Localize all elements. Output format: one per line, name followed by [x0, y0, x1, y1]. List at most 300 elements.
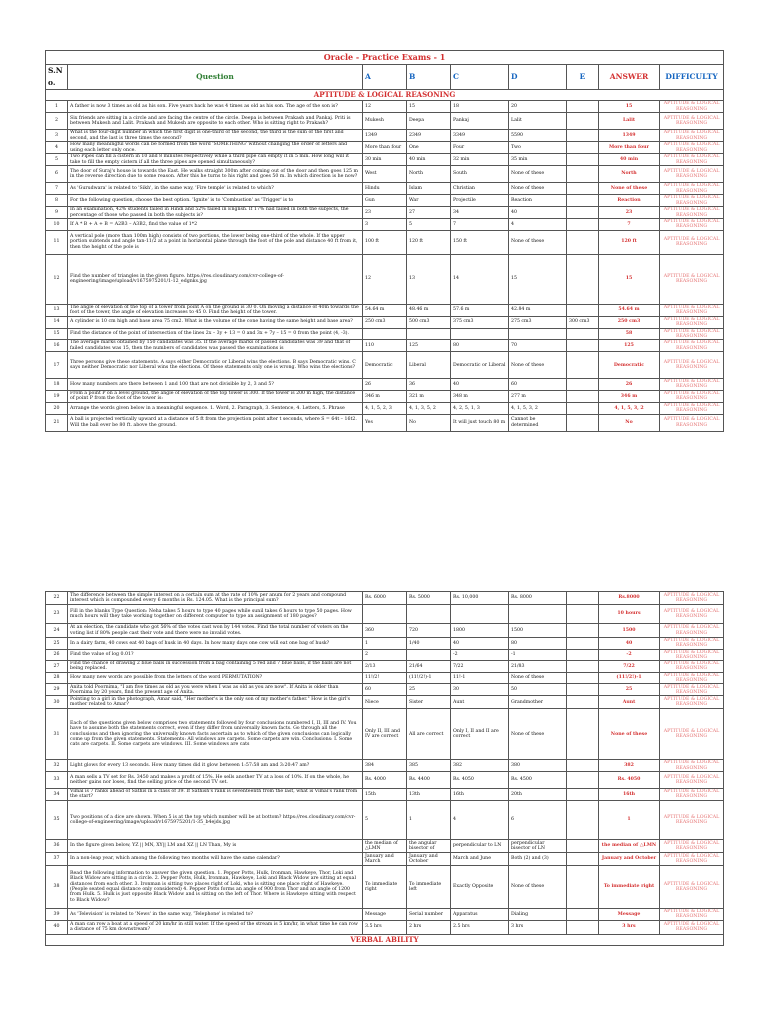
option-c: Christian [451, 183, 509, 195]
option-a: 23 [363, 207, 407, 219]
option-b: 48.46 m [407, 304, 451, 316]
option-a: 346 m [363, 390, 407, 402]
question-number: 12 [46, 254, 68, 304]
question-text: If A * B + A + B = A2B3 – A3B2, find the value of 1*2 [68, 219, 363, 231]
option-b: 385 [407, 760, 451, 772]
question-text: Vimal is 7 ranks ahead of Sathis in a class of 39. If Sathish's rank is seventeenth from the last, what is Vimal's rank from the start? [68, 788, 363, 800]
answer-cell: 125 [599, 340, 660, 352]
option-d: Cannot be determined [509, 414, 567, 431]
option-a: the median of △LMN [363, 839, 407, 852]
option-e [567, 142, 599, 154]
answer-cell: 26 [599, 379, 660, 391]
section-row-aptitude [46, 90, 724, 101]
question-table-2 [45, 591, 724, 946]
table-row [46, 230, 724, 254]
option-d: 50 [509, 684, 567, 696]
option-e [567, 195, 599, 207]
option-c [451, 605, 509, 624]
option-a: 3.5 hrs [363, 920, 407, 934]
option-b: Rs. 5000 [407, 592, 451, 605]
option-d: perpendicular bisector of LN [509, 839, 567, 852]
difficulty-cell: APTITUDE & LOGICAL REASONING [660, 230, 724, 254]
option-c: 32 min [451, 154, 509, 166]
option-b [407, 649, 451, 661]
option-a: Only II, III and IV are correct [363, 709, 407, 760]
option-d: None of these [509, 865, 567, 908]
option-a: 2/13 [363, 661, 407, 673]
option-c: South [451, 166, 509, 183]
question-text: Six friends are sitting in a circle and are facing the centre of the circle. Deepa is between Prakash and Pankaj. Priti is between Mukesh and Lalit. Prakash and Mukesh are opposite to each other. Who is sitting right to Prakash? [68, 113, 363, 130]
option-d: 4, 1, 5, 3, 2 [509, 402, 567, 414]
section-title-aptitude: APTITUDE & LOGICAL REASONING [46, 90, 724, 101]
option-c: March and June [451, 852, 509, 865]
answer-cell: 7 [599, 219, 660, 231]
answer-cell: None of these [599, 183, 660, 195]
difficulty-cell: APTITUDE & LOGICAL REASONING [660, 316, 724, 328]
question-number: 26 [46, 649, 68, 661]
question-text: Find the number of triangles in the given figure. https://res.cloudinary.com/cvr-college-of-engineering/image/upload/v1675975201/1-12_edgnks.jpg [68, 254, 363, 304]
option-c: 16th [451, 788, 509, 800]
question-number: 24 [46, 624, 68, 638]
question-number: 35 [46, 800, 68, 839]
difficulty-cell: APTITUDE & LOGICAL REASONING [660, 771, 724, 788]
question-text: Light glows for every 13 seconds. How many times did it glow between 1:57:58 am and 3:20:47 am? [68, 760, 363, 772]
option-d: Lalit [509, 113, 567, 130]
question-text: In an examination, 42% students failed in Hindi and 52% failed in English. If 17% had failed in both the subjects, the percentage of those who passed in both the subjects is? [68, 207, 363, 219]
option-b: the angular bisector of [407, 839, 451, 852]
answer-cell: 7/22 [599, 661, 660, 673]
option-e [567, 865, 599, 908]
option-a: To immediate right [363, 865, 407, 908]
table-row [46, 130, 724, 142]
difficulty-cell: APTITUDE & LOGICAL REASONING [660, 142, 724, 154]
question-number: 30 [46, 696, 68, 709]
question-text: Arrange the words given below in a meaningful sequence. 1. Word, 2. Paragraph, 3. Sentence, 4. Letters, 5. Phrase [68, 402, 363, 414]
option-a: 110 [363, 340, 407, 352]
option-e [567, 328, 599, 340]
option-b: North [407, 166, 451, 183]
option-a: 1349 [363, 130, 407, 142]
option-e [567, 800, 599, 839]
option-b: 2349 [407, 130, 451, 142]
difficulty-cell: APTITUDE & LOGICAL REASONING [660, 352, 724, 379]
option-d: None of these [509, 709, 567, 760]
option-e [567, 352, 599, 379]
option-d: 275 cm3 [509, 316, 567, 328]
table-row [46, 379, 724, 391]
answer-cell: To immediate right [599, 865, 660, 908]
option-d: None of these [509, 672, 567, 684]
option-a: Hindu [363, 183, 407, 195]
option-d: 277 m [509, 390, 567, 402]
question-text: As 'Gurudwara' is related to 'Sikh', in the same way, 'Fire temple' is related to which? [68, 183, 363, 195]
question-number: 11 [46, 230, 68, 254]
header-a: A [363, 65, 407, 90]
table-row [46, 166, 724, 183]
option-b: All are correct [407, 709, 451, 760]
option-a: 4, 1, 5, 2, 3 [363, 402, 407, 414]
answer-cell: (11!/2!)-1 [599, 672, 660, 684]
option-a: 5 [363, 800, 407, 839]
option-e [567, 661, 599, 673]
option-e [567, 340, 599, 352]
option-d: None of these [509, 183, 567, 195]
question-number: 1 [46, 101, 68, 113]
option-b: 720 [407, 624, 451, 638]
table-row [46, 920, 724, 934]
option-c: It will just touch 80 m [451, 414, 509, 431]
question-number: 22 [46, 592, 68, 605]
option-a: Gun [363, 195, 407, 207]
question-text: Find the value of log 0.01? [68, 649, 363, 661]
question-number: 5 [46, 154, 68, 166]
question-text: What is the four-digit number in which the first digit is one-third of the second, the third is the sum of the first and second, and the last is three times the second? [68, 130, 363, 142]
option-e [567, 672, 599, 684]
option-d: 3 hrs [509, 920, 567, 934]
answer-cell: Reaction [599, 195, 660, 207]
table-row [46, 852, 724, 865]
table-row [46, 352, 724, 379]
option-e [567, 684, 599, 696]
answer-cell: 16th [599, 788, 660, 800]
section-row-verbal [46, 934, 724, 945]
table-row [46, 605, 724, 624]
question-number: 15 [46, 328, 68, 340]
option-b: 1 [407, 800, 451, 839]
question-number: 4 [46, 142, 68, 154]
option-c: 11!-1 [451, 672, 509, 684]
table-row [46, 661, 724, 673]
option-b: Islam [407, 183, 451, 195]
header-c: C [451, 65, 509, 90]
option-a: 384 [363, 760, 407, 772]
option-d: 21/83 [509, 661, 567, 673]
question-text: A cylinder is 10 cm high and base area 75 cm2. What is the volume of the cone having the same height and base area? [68, 316, 363, 328]
option-a: January and March [363, 852, 407, 865]
option-a: 11!/2! [363, 672, 407, 684]
answer-cell: 3 hrs [599, 920, 660, 934]
answer-cell: Aunt [599, 696, 660, 709]
table-row [46, 638, 724, 650]
answer-cell: 15 [599, 101, 660, 113]
difficulty-cell: APTITUDE & LOGICAL REASONING [660, 624, 724, 638]
option-b: Rs. 4400 [407, 771, 451, 788]
table-row [46, 672, 724, 684]
header-b: B [407, 65, 451, 90]
question-number: 33 [46, 771, 68, 788]
header-difficulty: DIFFICULTY [660, 65, 724, 90]
option-d: 4 [509, 219, 567, 231]
option-a: 250 cm3 [363, 316, 407, 328]
difficulty-cell: APTITUDE & LOGICAL REASONING [660, 672, 724, 684]
question-text: The angle of elevation of the top of a tower from point A on the ground is 30 0. On moving a distance of 40m towards the foot of the tower, the angle of elevation increases to 45 0. Find the height of the tower. [68, 304, 363, 316]
header-e: E [567, 65, 599, 90]
option-e [567, 101, 599, 113]
option-a: 30 min [363, 154, 407, 166]
difficulty-cell: APTITUDE & LOGICAL REASONING [660, 130, 724, 142]
option-d: Both (2) and (3) [509, 852, 567, 865]
option-e [567, 605, 599, 624]
option-d: Rs. 8000 [509, 592, 567, 605]
option-d: Rs. 4500 [509, 771, 567, 788]
table-row [46, 649, 724, 661]
option-c: 18 [451, 101, 509, 113]
question-number: 18 [46, 379, 68, 391]
answer-cell: 250 cm3 [599, 316, 660, 328]
question-number: 34 [46, 788, 68, 800]
option-e [567, 852, 599, 865]
header-d: D [509, 65, 567, 90]
option-e [567, 219, 599, 231]
difficulty-cell: APTITUDE & LOGICAL REASONING [660, 709, 724, 760]
question-number: 20 [46, 402, 68, 414]
table-row [46, 183, 724, 195]
option-a: 12 [363, 254, 407, 304]
option-a: Message [363, 908, 407, 920]
question-number: 21 [46, 414, 68, 431]
option-a: 2 [363, 649, 407, 661]
option-c: perpendicular to LN [451, 839, 509, 852]
question-text: The difference between the simple interest on a certain sum at the rate of 10% per anum for 2 years and compound interest which is compounded every 6 months is Rs. 124.05. What is the principal sum? [68, 592, 363, 605]
question-number: 23 [46, 605, 68, 624]
difficulty-cell: APTITUDE & LOGICAL REASONING [660, 592, 724, 605]
option-c: 382 [451, 760, 509, 772]
question-text: A man sells a TV set for Rs. 3450 and makes a profit of 15%. He sells another TV at a loss of 10%. If on the whole, he neither gains nor loses, find the selling price of the second TV set. [68, 771, 363, 788]
option-a: 15th [363, 788, 407, 800]
question-text: Anita told Poornima, "I am five times as old as you were when I was as old as you are now". If Anita is older than Poornima by 20 years, find the present age of Anita. [68, 684, 363, 696]
option-a: 1 [363, 638, 407, 650]
question-number: 3 [46, 130, 68, 142]
difficulty-cell: APTITUDE & LOGICAL REASONING [660, 760, 724, 772]
question-number: 13 [46, 304, 68, 316]
answer-cell: No [599, 414, 660, 431]
answer-cell: Rs. 4050 [599, 771, 660, 788]
question-text: A father is now 3 times as old as his son. Five years back he was 4 times as old as his son. The age of the son is? [68, 101, 363, 113]
option-c [451, 328, 509, 340]
option-c: Four [451, 142, 509, 154]
header-row [46, 65, 724, 90]
option-c: Pankaj [451, 113, 509, 130]
option-b: Deepa [407, 113, 451, 130]
option-c: Rs. 4050 [451, 771, 509, 788]
difficulty-cell: APTITUDE & LOGICAL REASONING [660, 328, 724, 340]
answer-cell: None of these [599, 709, 660, 760]
option-e [567, 592, 599, 605]
option-d: 42.84 m [509, 304, 567, 316]
table-row [46, 696, 724, 709]
table-row [46, 207, 724, 219]
option-a: 12 [363, 101, 407, 113]
difficulty-cell: APTITUDE & LOGICAL REASONING [660, 839, 724, 852]
option-a: West [363, 166, 407, 183]
question-text: From a point P on a level ground, the angle of elevation of the top tower is 300. If the tower is 200 m high, the distance of point P from the foot of the tower is: [68, 390, 363, 402]
question-number: 8 [46, 195, 68, 207]
option-b: 4, 1, 3, 5, 2 [407, 402, 451, 414]
table-row [46, 771, 724, 788]
option-e [567, 760, 599, 772]
question-text: A vertical pole (more than 100m high) consists of two portions, the lower being one-third of the whole. If the upper portion subtends and angle tan-11/2 at a point in horizontal plane through the foot of the pole and distance 40 ft from it, then the height of the pole is [68, 230, 363, 254]
difficulty-cell: APTITUDE & LOGICAL REASONING [660, 908, 724, 920]
table-row [46, 865, 724, 908]
question-text: In a non-leap year, which among the following two months will have the same calendar? [68, 852, 363, 865]
option-e [567, 154, 599, 166]
option-e [567, 649, 599, 661]
header-answer: ANSWER [599, 65, 660, 90]
option-a [363, 605, 407, 624]
option-b [407, 605, 451, 624]
difficulty-cell: APTITUDE & LOGICAL REASONING [660, 661, 724, 673]
option-b: 125 [407, 340, 451, 352]
option-d: Grandmother [509, 696, 567, 709]
table-row [46, 113, 724, 130]
answer-cell: 25 [599, 684, 660, 696]
table-row [46, 304, 724, 316]
answer-cell: Democratic [599, 352, 660, 379]
option-a: Mukesh [363, 113, 407, 130]
difficulty-cell: APTITUDE & LOGICAL REASONING [660, 800, 724, 839]
option-d: Reaction [509, 195, 567, 207]
difficulty-cell: APTITUDE & LOGICAL REASONING [660, 183, 724, 195]
option-d: -1 [509, 649, 567, 661]
option-d: 80 [509, 638, 567, 650]
option-c: 4, 2, 5, 1, 3 [451, 402, 509, 414]
difficulty-cell: APTITUDE & LOGICAL REASONING [660, 379, 724, 391]
question-text: How many meaningful words can be formed from the word 'SOMETHING' without changing the order of letters and using each letter only once. [68, 142, 363, 154]
option-d: Two [509, 142, 567, 154]
option-e [567, 390, 599, 402]
table-row [46, 340, 724, 352]
question-text: Fill in the blanks Type Question: Neha takes 5 hours to type 40 pages while sunil takes 6 hours to type 50 pages. How much hours will they take working together on different computer to type an assignment of 180 pages? [68, 605, 363, 624]
question-number: 9 [46, 207, 68, 219]
option-d: Dialing [509, 908, 567, 920]
question-number: 7 [46, 183, 68, 195]
option-b: 1/40 [407, 638, 451, 650]
option-e [567, 839, 599, 852]
answer-cell: the median of △LMN [599, 839, 660, 852]
option-c: Democratic or Liberal [451, 352, 509, 379]
difficulty-cell: APTITUDE & LOGICAL REASONING [660, 696, 724, 709]
answer-cell: 120 ft [599, 230, 660, 254]
answer-cell: 40 [599, 638, 660, 650]
option-e [567, 402, 599, 414]
option-e [567, 254, 599, 304]
option-c: -2 [451, 649, 509, 661]
difficulty-cell: APTITUDE & LOGICAL REASONING [660, 920, 724, 934]
difficulty-cell: APTITUDE & LOGICAL REASONING [660, 219, 724, 231]
table-row [46, 800, 724, 839]
table-row [46, 101, 724, 113]
option-d: 35 min [509, 154, 567, 166]
answer-cell: 40 min [599, 154, 660, 166]
table-row [46, 219, 724, 231]
option-d: None of these [509, 230, 567, 254]
difficulty-cell: APTITUDE & LOGICAL REASONING [660, 852, 724, 865]
difficulty-cell: APTITUDE & LOGICAL REASONING [660, 340, 724, 352]
difficulty-cell: APTITUDE & LOGICAL REASONING [660, 788, 724, 800]
question-number: 39 [46, 908, 68, 920]
question-number: 2 [46, 113, 68, 130]
option-e [567, 908, 599, 920]
option-a: 54.64 m [363, 304, 407, 316]
option-e [567, 379, 599, 391]
question-text: Read the following information to answer the given question. 1. Pepper Potts, Hulk, Ironman, Hawkeye, Thor, Loki and Black Widow are sitting in a circle. 2. Pepper Potts, Hulk, Ironman, Hawkeye, Loki and Black Widow are sitting at equal distances from each other. 3. Ironman is sitting two places right of Loki, who is sitting one place right of Hawkeye. (People seated equal distance only considered) 4. Pepper Potts forms an angle of 900 from Thor and an angle of 1200 from Hulk. 5. Hulk is just opposite Black Widow and is sitting on the left of Thor. Where is Hawkeye sitting with respect to Black Widow? [68, 865, 363, 908]
question-table-1 [45, 50, 724, 432]
question-text: The door of Suraj's house is towards the East. He walks straight 300m after coming out of the door and then goes 125 m in the reverse direction due to some reason. After this he turns to his right and goes 50 m. In which direction is he now? [68, 166, 363, 183]
option-b [407, 328, 451, 340]
option-e [567, 166, 599, 183]
question-text: At an election, the candidate who got 56% of the votes cast won by 144 votes. Find the total number of voters on the voting list if 80% people cast their vote and there were no invalid votes. [68, 624, 363, 638]
option-b: 27 [407, 207, 451, 219]
table-row [46, 154, 724, 166]
option-e [567, 771, 599, 788]
option-e [567, 920, 599, 934]
option-e [567, 230, 599, 254]
option-a: Niece [363, 696, 407, 709]
option-d [509, 605, 567, 624]
option-c: Only I, II and II are correct [451, 709, 509, 760]
option-c: 348 m [451, 390, 509, 402]
answer-cell: 23 [599, 207, 660, 219]
table-row [46, 316, 724, 328]
option-d: 6 [509, 800, 567, 839]
difficulty-cell: APTITUDE & LOGICAL REASONING [660, 402, 724, 414]
option-b: 21/64 [407, 661, 451, 673]
answer-cell: 1 [599, 800, 660, 839]
question-text: In the figure given below, YZ || MN, XY|| LM and XZ || LN Than, My is [68, 839, 363, 852]
question-number: 27 [46, 661, 68, 673]
table-row [46, 760, 724, 772]
question-text: Two positions of a dice are shown. When 5 is at the top which number will be at bottom? https://res.cloudinary.com/cvr-college-of-engineering/image/upload/v1675975201/1-35_b4ejds.jpg [68, 800, 363, 839]
option-c: Exactly Opposite [451, 865, 509, 908]
option-e [567, 709, 599, 760]
option-d: 60 [509, 379, 567, 391]
option-d: 1500 [509, 624, 567, 638]
sheet-page-1 [45, 50, 723, 432]
title-row [46, 51, 724, 65]
table-row [46, 709, 724, 760]
option-c: Projectile [451, 195, 509, 207]
option-b: 2 hrs [407, 920, 451, 934]
option-e [567, 788, 599, 800]
table-row [46, 402, 724, 414]
option-c: Aunt [451, 696, 509, 709]
option-a: More than four [363, 142, 407, 154]
answer-cell: 382 [599, 760, 660, 772]
option-b: Sister [407, 696, 451, 709]
option-c: 40 [451, 379, 509, 391]
option-a: 360 [363, 624, 407, 638]
table-row [46, 195, 724, 207]
option-b: 5 [407, 219, 451, 231]
option-c: 80 [451, 340, 509, 352]
question-number: 31 [46, 709, 68, 760]
difficulty-cell: APTITUDE & LOGICAL REASONING [660, 684, 724, 696]
difficulty-cell: APTITUDE & LOGICAL REASONING [660, 113, 724, 130]
option-c: 4 [451, 800, 509, 839]
difficulty-cell: APTITUDE & LOGICAL REASONING [660, 101, 724, 113]
option-a: 26 [363, 379, 407, 391]
option-e [567, 113, 599, 130]
answer-cell: -2 [599, 649, 660, 661]
option-e [567, 304, 599, 316]
option-e [567, 183, 599, 195]
difficulty-cell: APTITUDE & LOGICAL REASONING [660, 865, 724, 908]
table-row [46, 908, 724, 920]
difficulty-cell: APTITUDE & LOGICAL REASONING [660, 414, 724, 431]
option-e [567, 130, 599, 142]
option-b: War [407, 195, 451, 207]
option-c: 34 [451, 207, 509, 219]
